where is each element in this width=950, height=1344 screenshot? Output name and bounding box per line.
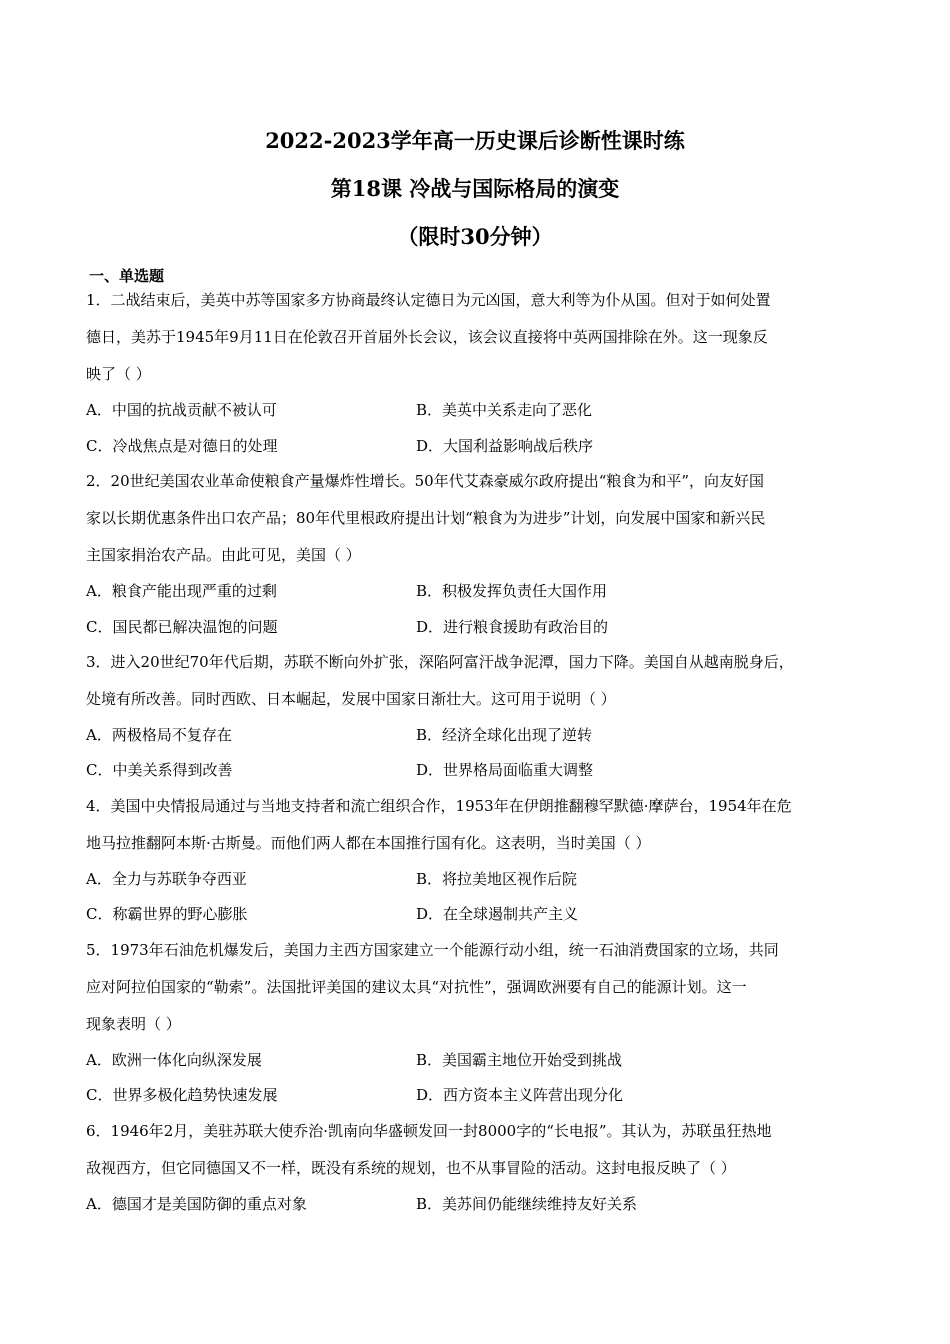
question-4-option-d: D．在全球遏制共产主义 — [416, 905, 579, 923]
question-4-line-1: 4．美国中央情报局通过与当地支持者和流亡组织合作，1953年在伊朗推翻穆罕默德·摩萨台，1954年在危 — [86, 797, 792, 815]
time-limit: （限时30分钟） — [397, 224, 553, 249]
question-1-option-a: A．中国的抗战贡献不被认可 — [86, 401, 277, 419]
question-2-line-3: 主国家捐治农产品。由此可见，美国（ ） — [86, 546, 361, 564]
question-2-option-d: D．进行粮食援助有政治目的 — [416, 618, 609, 636]
question-5-line-2: 应对阿拉伯国家的“勒索”。法国批评美国的建议太具“对抗性”，强调欧洲要有自己的能源计划。这一 — [86, 978, 747, 996]
question-6-option-a: A．德国才是美国防御的重点对象 — [86, 1195, 307, 1213]
question-2-line-1: 2．20世纪美国农业革命使粮食产量爆炸性增长。50年代艾森豪威尔政府提出“粮食为和平”，向友好国 — [86, 472, 765, 490]
question-3-line-2: 处境有所改善。同时西欧、日本崛起，发展中国家日渐壮大。这可用于说明（ ） — [86, 690, 616, 708]
question-4-option-b: B．将拉美地区视作后院 — [416, 870, 578, 888]
question-3-option-c: C．中美关系得到改善 — [86, 761, 233, 779]
question-4-line-2: 地马拉推翻阿本斯·古斯曼。而他们两人都在本国推行国有化。这表明，当时美国（ ） — [86, 834, 651, 852]
question-1-option-b: B．美英中关系走向了恶化 — [416, 401, 593, 419]
question-3-option-d: D．世界格局面临重大调整 — [416, 761, 594, 779]
question-4-option-a: A．全力与苏联争夺西亚 — [86, 870, 247, 888]
question-2-line-2: 家以长期优惠条件出口农产品；80年代里根政府提出计划“粮食为为进步”计划，向发展中国家和新兴民 — [86, 509, 766, 527]
question-3-line-1: 3．进入20世纪70年代后期，苏联不断向外扩张，深陷阿富汗战争泥潭，国力下降。美国自从越南脱身后， — [86, 653, 794, 671]
question-6-line-1: 6．1946年2月，美驻苏联大使乔治·凯南向华盛顿发回一封8000字的“长电报”。其认为，苏联虽狂热地 — [86, 1122, 772, 1140]
section-heading: 一、单选题 — [89, 267, 165, 285]
question-6-line-2: 敌视西方，但它同德国又不一样，既没有系统的规划，也不从事冒险的活动。这封电报反映了（ ） — [86, 1159, 736, 1177]
question-5-option-a: A．欧洲一体化向纵深发展 — [86, 1051, 262, 1069]
question-3-option-a: A．两极格局不复存在 — [86, 726, 232, 744]
question-6-option-b: B．美苏间仍能继续维持友好关系 — [416, 1195, 638, 1213]
question-2-option-c: C．国民都已解决温饱的问题 — [86, 618, 278, 636]
lesson-title: 第18课 冷战与国际格局的演变 — [330, 176, 620, 201]
question-5-option-c: C．世界多极化趋势快速发展 — [86, 1086, 278, 1104]
question-4-option-c: C．称霸世界的野心膨胀 — [86, 905, 248, 923]
question-5-option-d: D．西方资本主义阵营出现分化 — [416, 1086, 624, 1104]
question-5-line-1: 5．1973年石油危机爆发后，美国力主西方国家建立一个能源行动小组，统一石油消费国家的立场，共同 — [86, 941, 779, 959]
question-2-option-a: A．粮食产能出现严重的过剩 — [86, 582, 277, 600]
question-1-line-1: 1．二战结束后，美英中苏等国家多方协商最终认定德日为元凶国，意大利等为仆从国。但对于如何处置 — [86, 291, 771, 309]
document-title: 2022-2023学年高一历史课后诊断性课时练 — [265, 128, 685, 153]
question-2-option-b: B．积极发挥负责任大国作用 — [416, 582, 608, 600]
question-1-option-d: D．大国利益影响战后秩序 — [416, 437, 594, 455]
question-1-line-2: 德日，美苏于1945年9月11日在伦敦召开首届外长会议，该会议直接将中英两国排除在外。这一现象反 — [86, 328, 768, 346]
question-5-option-b: B．美国霸主地位开始受到挑战 — [416, 1051, 623, 1069]
question-5-line-3: 现象表明（ ） — [86, 1015, 181, 1033]
question-3-option-b: B．经济全球化出现了逆转 — [416, 726, 593, 744]
question-1-option-c: C．冷战焦点是对德日的处理 — [86, 437, 278, 455]
question-1-line-3: 映了（ ） — [86, 365, 151, 383]
